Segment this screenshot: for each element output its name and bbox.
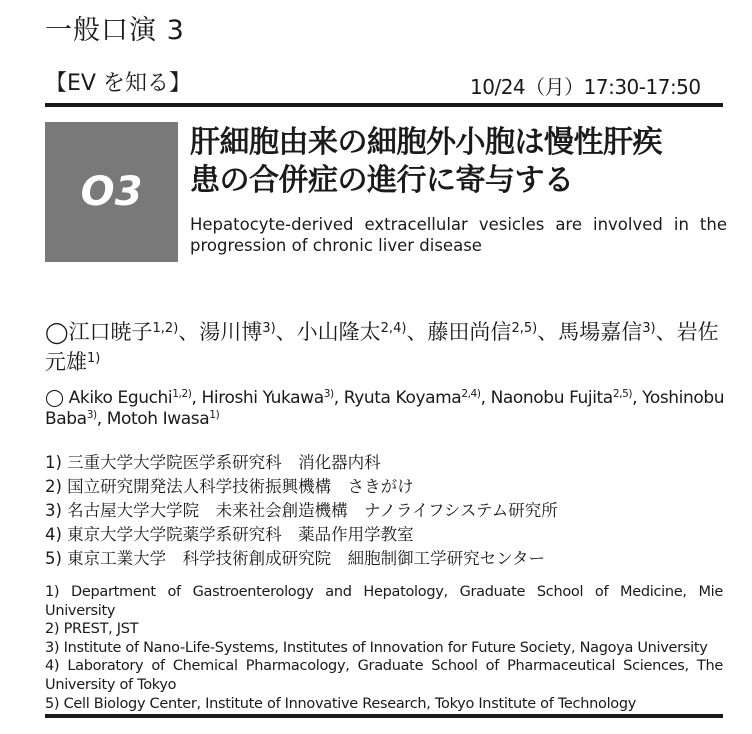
affiliation-item: 2) PREST, JST — [45, 621, 139, 638]
author-name: 岩佐元雄 — [45, 320, 719, 374]
author-affiliation: 3) — [262, 320, 276, 336]
author-affiliation: 3) — [86, 409, 97, 422]
author-separator: , — [96, 409, 107, 429]
author-separator: 、 — [655, 320, 677, 344]
title-english: Hepatocyte-derived extracellular vesicles are involved in the progression of chronic liver disease — [190, 215, 727, 255]
author-separator: 、 — [275, 320, 297, 344]
author-name: 馬場嘉信 — [558, 320, 643, 344]
author-affiliation: 1) — [87, 350, 101, 366]
affiliation-item: 3) Institute of Nano-Life-Systems, Institutes of Innovation for Future Society, Nagoya University — [45, 639, 708, 656]
author-en — [344, 388, 491, 408]
author-separator: 、 — [537, 320, 559, 344]
author-name: Akiko Eguchi — [68, 388, 173, 408]
author-affiliation: 2,4) — [380, 320, 407, 336]
author-name: 湯川博 — [199, 320, 263, 344]
presenter-mark: ◯ — [45, 320, 69, 344]
affiliation-item: 5) 東京工業大学 科学技術創成研究院 細胞制御工学研究センター — [45, 549, 546, 568]
presentation-number-box — [45, 122, 178, 262]
author-affiliation: 1) — [209, 409, 220, 422]
author-name: 江口暁子 — [68, 320, 153, 344]
author-ja — [558, 320, 676, 344]
author-separator: , — [480, 388, 491, 408]
affiliation-item: 4) Laboratory of Chemical Pharmacology, Graduate School of Pharmaceutical Sciences, The University of Tokyo — [45, 658, 723, 693]
affiliation-item: 3) 名古屋大学大学院 未来社会創造機構 ナノライフシステム研究所 — [45, 501, 558, 520]
author-affiliation: 3) — [642, 320, 656, 336]
top-divider — [45, 103, 723, 107]
author-affiliation: 2,5) — [511, 320, 538, 336]
author-en — [45, 388, 202, 408]
authors-japanese — [45, 317, 730, 377]
affiliations-japanese — [45, 451, 735, 571]
presenter-mark: ◯ — [45, 388, 64, 408]
bottom-divider — [45, 714, 723, 718]
affiliation-item: 2) 国立研究開発法人科学技術振興機構 さきがけ — [45, 477, 414, 496]
affiliation-item: 1) Department of Gastroenterology and Hepatology, Graduate School of Medicine, Mie University — [45, 584, 723, 619]
author-name: Motoh Iwasa — [106, 409, 210, 429]
author-ja — [427, 320, 558, 344]
author-name: 小山隆太 — [296, 320, 381, 344]
title-japanese-line-2: 患の合併症の進行に寄与する — [190, 163, 574, 198]
author-name: Yoshinobu Baba — [45, 388, 725, 429]
author-affiliation: 3) — [323, 388, 334, 401]
author-en — [107, 409, 220, 429]
author-en — [491, 388, 643, 408]
affiliation-item: 4) 東京大学大学院薬学系研究科 薬品作用学教室 — [45, 525, 414, 544]
title-japanese — [190, 124, 738, 200]
affiliation-item: 1) 三重大学大学院医学系研究科 消化器内科 — [45, 453, 381, 472]
affiliations-english — [45, 583, 723, 713]
session-datetime: 10/24（月）17:30-17:50 — [470, 75, 701, 99]
author-affiliation: 2,5) — [612, 388, 633, 401]
author-affiliation: 1,2) — [152, 320, 179, 336]
author-separator: , — [632, 388, 643, 408]
author-en — [202, 388, 344, 408]
author-affiliation: 2,4) — [461, 388, 481, 401]
author-name: 藤田尚信 — [427, 320, 512, 344]
author-separator: 、 — [406, 320, 428, 344]
category-label: 【EV を知る】 — [45, 71, 191, 96]
authors-english — [45, 388, 735, 430]
author-separator: 、 — [178, 320, 200, 344]
author-separator: , — [333, 388, 344, 408]
presentation-number: O3 — [80, 169, 143, 215]
author-name: Naonobu Fujita — [490, 388, 613, 408]
affiliation-item: 5) Cell Biology Center, Institute of Innovative Research, Tokyo Institute of Technology — [45, 695, 637, 712]
session-title: 一般口演 3 — [45, 15, 185, 46]
author-separator: , — [191, 388, 202, 408]
author-name: Ryuta Koyama — [343, 388, 462, 408]
title-japanese-line-1: 肝細胞由来の細胞外小胞は慢性肝疾 — [190, 125, 662, 160]
author-ja — [199, 320, 296, 344]
author-name: Hiroshi Yukawa — [201, 388, 324, 408]
author-ja — [297, 320, 428, 344]
author-ja — [45, 320, 199, 344]
author-affiliation: 1,2) — [172, 388, 192, 401]
